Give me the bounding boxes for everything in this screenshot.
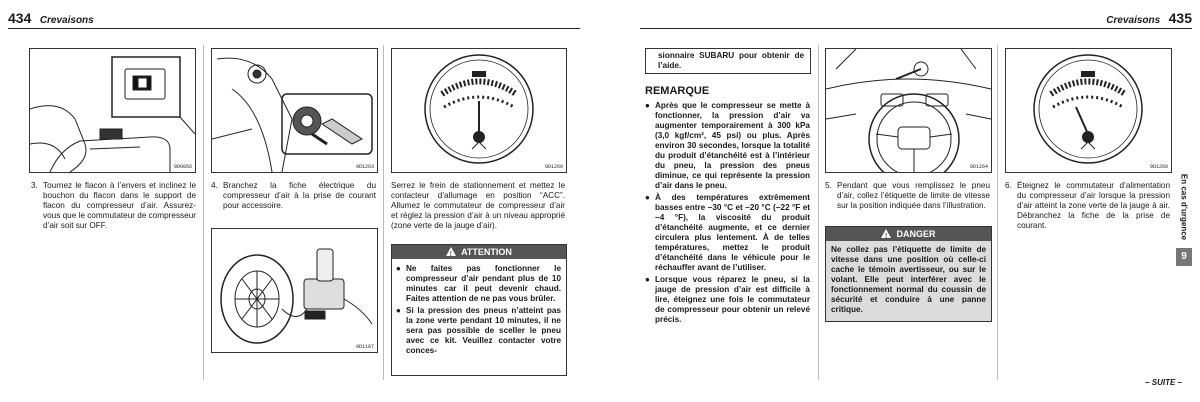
right-page-header: [1106, 10, 1192, 28]
right-header-rule: [640, 28, 1192, 29]
warning-icon: [446, 247, 456, 256]
chapter-number-tab: 9: [1176, 248, 1192, 266]
figure-pressure-gauge-2: [1005, 48, 1172, 173]
figure-code: 9D1107: [355, 344, 374, 350]
column-divider: [203, 45, 204, 380]
column-divider: [818, 45, 819, 380]
continuation-text: sionnaire SUBARU pour obtenir de l’aide.: [658, 51, 804, 70]
figure-code: 9D1260: [1149, 164, 1168, 170]
warning-icon: [881, 229, 891, 238]
attention-bullet: ● Ne faites pas fonctionner le compresseur d’air pendant plus de 10 minutes car il peut devenir chaud. Faites attention de ne pas vous brûler.: [396, 264, 561, 303]
remarque-section: [645, 85, 810, 327]
step-text: Pendant que vous remplissez le pneu d’air, collez l’étiquette de limite de vitesse sur la position indiquée dans l’illustration.: [837, 181, 990, 210]
left-header-rule: [8, 28, 580, 29]
step-6: [1005, 181, 1170, 231]
right-page-number: 435: [1168, 10, 1192, 26]
figure-code: 9D0856: [173, 164, 192, 170]
attention-continuation-box: [645, 48, 811, 74]
figure-code: 9D1264: [969, 164, 988, 170]
step-3: [31, 181, 196, 231]
side-tab-label: En cas d’urgence: [1179, 173, 1189, 241]
attention-header: [392, 245, 566, 259]
step-4: [211, 181, 376, 211]
figure-speed-label-position: [825, 48, 992, 173]
step-text: Éteignez le commutateur d’alimentation du compresseur d’air lorsque la pression d’air atteint la zone verte de la jauge à air. Débranchez la fiche de la prise de courant.: [1017, 181, 1170, 230]
tire-compressor-illustration: [212, 229, 377, 352]
remarque-bullet: ● À des températures extrêmement basses entre −30 °C et −20 °C (−22 °F et −4 °F), la viscosité du produit d’étanchéité augmente, et ce dernier circulera plus lentement. À de telles températures, mettez le produit d’étanchéité dans le véhicule pour le réchauffer avant de l’utiliser.: [645, 193, 810, 272]
remarque-bullet: ● Après que le compresseur se mette à fonctionner, la pression d’air va augmenter temporairement à 300 kPa (3,0 kgf/cm², 45 psi) ou plus. Après environ 30 secondes, lorsque la totalité du produit d’étanchéité est à l’intérieur du pneu, la pression des pneus diminue, ce qui représente la pression d’air dans le pneu.: [645, 101, 810, 190]
compressor-switch-illustration: [30, 49, 195, 172]
figure-pressure-gauge: [391, 48, 567, 173]
step-number: 5.: [825, 181, 832, 190]
side-tab-label-area: [1176, 168, 1192, 246]
accessory-socket-illustration: [212, 49, 377, 172]
column-divider: [997, 45, 998, 380]
pressure-gauge-illustration: [392, 49, 566, 172]
left-page-header: [8, 10, 94, 28]
remarque-title: REMARQUE: [645, 85, 710, 97]
left-page-title: Crevaisons: [39, 15, 94, 26]
attention-box: [391, 244, 567, 376]
figure-code: 9D1260: [544, 164, 563, 170]
attention-bullet: ● Si la pression des pneus n’atteint pas la zone verte pendant 10 minutes, il ne sera pas possible de sceller le pneu avec ce kit. Veuillez contacter votre conces-: [396, 306, 561, 355]
figure-tire-compressor: [211, 228, 378, 353]
dashboard-illustration: [826, 49, 991, 172]
step-text: Branchez la fiche électrique du compresseur d’air à la prise de courant pour accessoire.: [223, 181, 376, 210]
danger-box: [825, 226, 992, 322]
figure-accessory-socket: [211, 48, 378, 173]
left-page-number: 434: [8, 10, 32, 26]
step-number: 4.: [211, 181, 218, 190]
figure-code: 9D1263: [355, 164, 374, 170]
step-text: Tournez le flacon à l’envers et inclinez le bouchon du flacon dans le support de flacon du compresseur d’air. Assurez-vous que le commutateur de compresseur d’air soit sur OFF.: [43, 181, 196, 230]
pressure-gauge-illustration: [1006, 49, 1171, 172]
step-number: 3.: [31, 181, 38, 190]
remarque-bullet: ● Lorsque vous réparez le pneu, si la jauge de pression d’air est difficile à lire, éteignez une fois le commutateur de compresseur pour obtenir un relevé précis.: [645, 275, 810, 324]
step-number: 6.: [1005, 181, 1012, 190]
danger-title: DANGER: [896, 229, 936, 239]
step-5: [825, 181, 990, 211]
figure-compressor-switch: [29, 48, 196, 173]
continued-footer: – SUITE –: [1145, 378, 1182, 387]
attention-title: ATTENTION: [461, 247, 512, 257]
col3-paragraph: Serrez le frein de stationnement et mettez le contacteur d’allumage en position “ACC”. Allumez le commutateur de compresseur d’air et réglez la pression d’air à un niveau approprié (zone verte de la jauge d’air).: [391, 181, 565, 230]
danger-text: Ne collez pas l’étiquette de limite de vitesse dans une position où celle-ci cache le témoin avertisseur, ou sur le volant. Elle peut interférer avec le fonctionnement normal du coussin de sécurité et conduire à une panne critique.: [831, 245, 986, 314]
column-divider: [383, 45, 384, 380]
danger-header: [826, 227, 991, 241]
right-page-title: Crevaisons: [1106, 15, 1161, 26]
